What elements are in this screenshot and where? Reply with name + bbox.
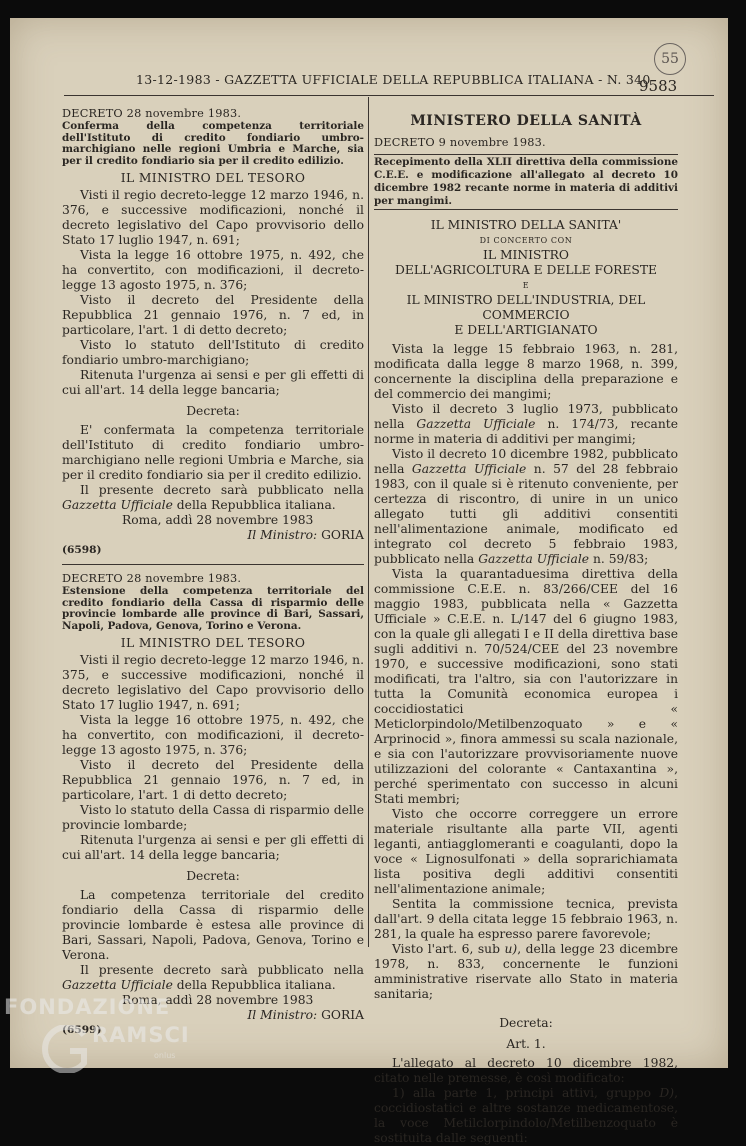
paragraph: La competenza territoriale del credito fondiario della Cassa di risparmio delle provincie lombarde è estesa alle province di Bari, Sassari, Napoli, Padova, Genova, Torino e Verona.	[62, 888, 364, 962]
conjunction: E	[522, 281, 530, 290]
decree-code: (6598)	[62, 544, 102, 556]
text-run: n. 57 del 28 febbraio 1983, con il quale si è ritenuto conveniente, per certezza di riscontro, di unire in un unico allegato tutti gli additivi consentiti nell'alimentazione animale, modificato ed integrato col decreto 5 febbraio 1983, pubblicato nella	[374, 462, 678, 566]
paragraph	[374, 447, 678, 567]
paragraph: Vista la legge 16 ottobre 1975, n. 492, che ha convertito, con modificazioni, il decreto-legge 13 agosto 1975, n. 376;	[62, 248, 364, 292]
place-date: Roma, addì 28 novembre 1983	[122, 513, 314, 527]
decree-2	[62, 571, 364, 1038]
text-run-italic: D)	[659, 1086, 675, 1100]
paragraph: Visto che occorre correggere un errore materiale risultante alla parte VII, agenti leganti, antiagglomeranti e coagulanti, dopo la voce « Lignosulfonati » della soprarichiamata lista positiva degli additivi consentiti nell'alimentazione animale;	[374, 807, 678, 896]
decree-summary: Estensione della competenza territoriale del credito fondiario della Cassa di risparmio delle provincie lombarde alle province di Bari, Sassari, Napoli, Padova, Genova, Torino e Verona.	[62, 585, 364, 632]
publish-paragraph	[62, 483, 364, 513]
text-run: Il presente decreto sarà pubblicato nella	[80, 483, 364, 497]
text-run: n. 174/73, recante norme in materia di additivi per mangimi;	[374, 417, 678, 446]
paragraph: Visto lo statuto dell'Istituto di credito fondiario umbro-marchigiano;	[62, 338, 364, 367]
section-rule	[62, 564, 364, 565]
decree-code: (6599)	[62, 1024, 102, 1036]
text-run: , coccidiostatici e altre sostanze medicamentose, la voce Metilclorpindolo/Metilbenzoquato è sostituita dalle seguenti:	[374, 1086, 678, 1145]
ministry-title: MINISTERO DELLA SANITÀ	[410, 113, 642, 129]
paragraph: L'allegato al decreto 10 dicembre 1982, citato nelle premesse, è così modificato:	[374, 1056, 678, 1085]
paragraph: Vista la legge 16 ottobre 1975, n. 492, che ha convertito, con modificazioni, il decreto-legge 13 agosto 1975, n. 376;	[62, 713, 364, 757]
minister-title: IL MINISTRO DEL TESORO	[120, 171, 306, 185]
minister-title: IL MINISTRO	[483, 248, 569, 262]
signature	[62, 528, 364, 543]
publish-paragraph	[62, 963, 364, 993]
text-run: Visto il decreto 3 luglio 1973, pubblicato nella	[374, 402, 678, 431]
decreta-heading: Decreta:	[186, 869, 240, 883]
signature-name: GORIA	[321, 1008, 364, 1022]
place-date: Roma, addì 28 novembre 1983	[122, 993, 314, 1007]
paragraph: E' confermata la competenza territoriale dell'Istituto di credito fondiario umbro-marchigiano nelle regioni Umbria e Marche, sia per il credito fondiario sia per il credito edilizio.	[62, 423, 364, 482]
paragraph: Visto lo statuto della Cassa di risparmio delle provincie lombarde;	[62, 803, 364, 832]
paragraph	[374, 402, 678, 447]
text-run-italic: Gazzetta Ufficiale	[62, 498, 173, 512]
paragraph: Visto il decreto del Presidente della Repubblica 21 gennaio 1976, n. 7 ed, in particolare, l'art. 1 di detto decreto;	[62, 758, 364, 802]
paragraph: Visto il decreto del Presidente della Repubblica 21 gennaio 1976, n. 7 ed, in particolare, l'art. 1 di detto decreto;	[62, 293, 364, 337]
archive-stamp: 55	[654, 43, 686, 75]
decree-heading: DECRETO 28 novembre 1983.	[62, 107, 242, 120]
text-run-italic: Gazzetta Ufficiale	[411, 462, 527, 476]
paragraph	[374, 942, 678, 1002]
text-run: Il presente decreto sarà pubblicato nella	[80, 963, 364, 977]
page-header	[56, 51, 716, 101]
watermark	[4, 995, 204, 1075]
minister-title: IL MINISTRO DELL'INDUSTRIA, DEL COMMERCIO	[406, 293, 646, 322]
text-run: della Repubblica italiana.	[172, 978, 336, 992]
watermark-suffix: onlus	[154, 1051, 176, 1060]
text-run: , della legge 23 dicembre 1978, n. 833, concernente le funzioni amministrative riservate allo Stato in materia sanitaria;	[374, 942, 678, 1001]
text-run: Visto il decreto 10 dicembre 1982, pubblicato nella	[374, 447, 678, 476]
signature-role: Il Ministro:	[247, 1008, 318, 1022]
paragraph: Visti il regio decreto-legge 12 marzo 1946, n. 376, e successive modificazioni, nonché il decreto legislativo del Capo provvisorio dello Stato 17 luglio 1947, n. 691;	[62, 188, 364, 247]
left-column	[62, 106, 364, 1038]
paragraph: Vista la legge 15 febbraio 1963, n. 281, modificata dalla legge 8 marzo 1968, n. 399, concernente la disciplina della preparazione e del commercio dei mangimi;	[374, 342, 678, 401]
watermark-line: FONDAZIONE	[4, 995, 171, 1019]
decree-heading: DECRETO 28 novembre 1983.	[62, 572, 242, 585]
decreta-heading: Decreta:	[186, 404, 240, 418]
paragraph: Ritenuta l'urgenza ai sensi e per gli effetti di cui all'art. 14 della legge bancaria;	[62, 368, 364, 397]
minister-title: E DELL'ARTIGIANATO	[454, 323, 598, 337]
watermark-logo-icon	[32, 1025, 94, 1073]
decree-heading: DECRETO 9 novembre 1983.	[374, 136, 546, 149]
text-run: 1) alla parte 1, principi attivi, gruppo	[392, 1086, 660, 1100]
text-run: della Repubblica italiana.	[172, 498, 336, 512]
text-run-italic: Gazzetta Ufficiale	[478, 552, 590, 566]
header-rule	[64, 95, 714, 96]
signature-role: Il Ministro:	[247, 528, 318, 542]
text-run-italic: Gazzetta Ufficiale	[62, 978, 173, 992]
header-title: 13-12-1983 - GAZZETTA UFFICIALE DELLA REPUBBLICA ITALIANA - N. 340	[136, 72, 651, 87]
signature-name: GORIA	[321, 528, 364, 542]
page-number: 9583	[639, 77, 678, 95]
decree-1	[62, 106, 364, 558]
watermark-line: RAMSCI	[92, 1023, 190, 1047]
right-column	[374, 114, 678, 1146]
concert-label: DI CONCERTO CON	[479, 236, 573, 245]
column-divider	[368, 97, 369, 947]
paragraph: Visti il regio decreto-legge 12 marzo 1946, n. 375, e successive modificazioni, nonché il decreto legislativo del Capo provvisorio dello Stato 17 luglio 1947, n. 691;	[62, 653, 364, 712]
paragraph: Vista la quarantaduesima direttiva della commissione C.E.E. n. 83/266/CEE del 16 maggio 1983, pubblicata nella « Gazzetta Ufficiale » C.E.E. n. L/147 del 6 giugno 1983, con la quale gli allegati I e II della direttiva base sugli additivi n. 70/524/CEE del 23 novembre 1970, e successive modificazioni, sono stati modificati, tra l'altro, sia con l'autorizzare in tutta la Comunità economica europea i coccidiostatici « Meticlorpindolo/Metilbenzoquato » e « Arprinocid », finora ammessi su scala nazionale, e sia con l'autorizzare provvisoriamente nuove utilizzazioni del colorante « Cantaxantina », perché sperimentato con successo in alcuni Stati membri;	[374, 567, 678, 806]
decreta-heading: Decreta:	[499, 1016, 553, 1030]
text-run-italic: Gazzetta Ufficiale	[416, 417, 536, 431]
decree-summary: Recepimento della XLII direttiva della commissione C.E.E. e modificazione all'allegato al decreto 10 dicembre 1982 recante norme in materia di additivi per mangimi.	[374, 154, 678, 210]
decree-summary: Conferma della competenza territoriale dell'Istituto di credito fondiario umbro-marchigiano nelle regioni Umbria e Marche, sia per il credito fondiario sia per il credito edilizio.	[62, 120, 364, 167]
text-run-italic: u)	[504, 942, 518, 956]
text-run: Visto l'art. 6, sub	[392, 942, 505, 956]
paragraph	[374, 1086, 678, 1146]
minister-title: DELL'AGRICOLTURA E DELLE FORESTE	[394, 263, 658, 277]
minister-title: IL MINISTRO DEL TESORO	[120, 636, 306, 650]
minister-title: IL MINISTRO DELLA SANITA'	[430, 218, 622, 232]
text-run: n. 59/83;	[589, 552, 649, 566]
paragraph: Sentita la commissione tecnica, prevista dall'art. 9 della citata legge 15 febbraio 1963, n. 281, la quale ha espresso parere favorevole;	[374, 897, 678, 941]
article-heading: Art. 1.	[506, 1037, 546, 1051]
paragraph: Ritenuta l'urgenza ai sensi e per gli effetti di cui all'art. 14 della legge bancaria;	[62, 833, 364, 862]
